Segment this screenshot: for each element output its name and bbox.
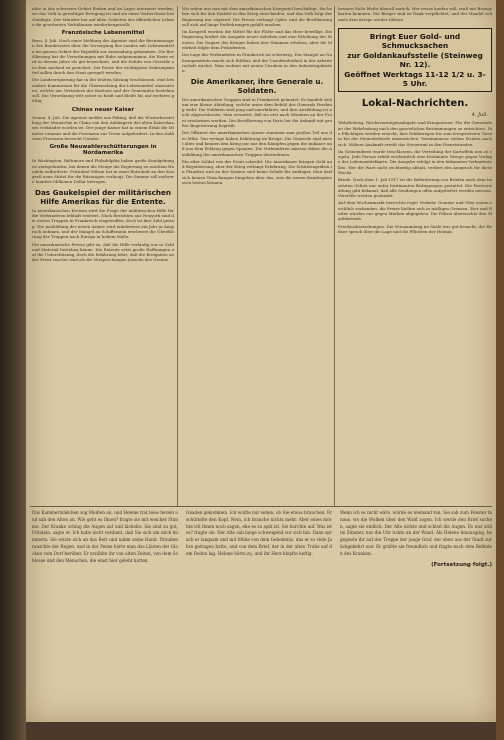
- article-text: Die Landesregierung hat in der letzten Sitzung beschlossen, eine besondere Kommission für die Überwachung der Lebensmittel einzusetzen, welche aus Vertretern der Kantone und der Gemeinden bestehen soll. Die Verordnung tritt sofort in Kraft und bleibt bis auf weiteres gültig.: [32, 77, 174, 104]
- column-2: [182, 6, 332, 187]
- article-text: Wir sehen uns nun mit dem amerikanischen Kriegsziel beschäftigt. Sie haben sich für den Eintritt in den Krieg entschieden, und das Volk folgt der Regierung nur zögernd. Die Presse verlangt Opfer, und die Bevölkerung soll sich auf lange Entbehrungen gefaßt machen.: [182, 6, 332, 27]
- article-text: Auf dem Wochenmarkt herrschte reger Verkehr. Gemüse und Obst waren reichlich vorhanden, die Preise hielten sich in mäßigen Grenzen. Eier und Butter wurden nur gegen Marken abgegeben. Die Polizei überwachte den Marktbetrieb.: [338, 200, 492, 222]
- serial-story-text: Gnaden gekommen. Ich wollte nur sehen, ob Sie etwas brauchen. Er schüttelte den Kopf. Nein, ich brauche nichts mehr. Aber eines möchte ich Ihnen noch sagen, ehe es zu spät ist. Sie horchte auf. Was ist es? fragte sie. Der Alte sah lange schweigend vor sich hin. Dann sprach er langsam und mit Mühe von dem Geheimnis, das er so viele Jahre getragen hatte, und von dem Brief, der in der alten Truhe auf dem Boden lag. Helene hörte zu, und ihr Herz klopfte heftig.: [186, 510, 332, 556]
- section-date: 4. Juli.: [471, 112, 488, 119]
- column-rule: [177, 6, 178, 506]
- page-edge: [496, 0, 504, 740]
- feuilleton-column-2: [186, 510, 332, 560]
- article-text: Die amerikanischen Truppen sind in Frankreich gelandet. Es handelt sich um eine kleine Abteilung, welche unter dem Befehl des Generals Pershing steht. Die Soldaten sind jung und unerfahren, und ihre Ausbildung ist nicht abgeschlossen. Man erwartet, daß sie erst nach Monaten an der Front erscheinen werden. Die Bevölkerung von Paris hat die Ankunft mit großer Begeisterung begrüßt.: [182, 96, 332, 129]
- section-title: Lokal-Nachrichten.: [361, 98, 469, 110]
- article-heading: Chinas neuer Kaiser: [71, 106, 135, 113]
- serial-story-text: Das Kammermädchen zog Meißen an, und Helene trat leise herein und sah den Alten an. Wie geht es Ihnen? fragte sie mit weicher Stimme. Der Kranke schlug die Augen auf und lächelte. Sie sind zu gut, Fräulein, sagte er. Ich habe nicht verdient, daß Sie sich um mich kümmern. Sie setzte sich an das Bett und nahm seine Hand. Draußen rauschte der Regen, und in der Ferne hörte man das Läuten der Glocken vom Dorf herüber. Er erzählte ihr von alten Zeiten, von dem Schlosse und den Menschen, die einst hier gelebt hatten.: [32, 510, 178, 563]
- article-text: Ein alter Soldat von der Front schreibt: Die Amerikaner bringen Geld und Begeisterung, aber der Krieg verlangt Erfahrung. Die Schützengräben in Flandern und an der Somme sind keine Schule für Anfänger. Man darf sich keinen Täuschungen hingeben über das, was die neuen Bundesgenossen leisten können.: [182, 158, 333, 186]
- article-heading: Das Gaukelspiel der militärischen Hilfe Amerikas für die Entente.: [34, 187, 171, 206]
- ad-line: Geöffnet Werktags 11-12 1/2 u. 3-5 Uhr.: [344, 69, 486, 88]
- ad-line: zur Goldankaufsstelle (Steinweg Nr. 12).: [347, 50, 483, 70]
- book-binding: [0, 0, 26, 740]
- column-1: [32, 6, 174, 265]
- column-rule: [334, 6, 335, 506]
- article-text: Genua, 4. Juli. Die Agentur meldet aus Peking, daß die Wiederherstellung der Monarchie in China von den Anhängern des alten Kaiserhauses verkündet worden ist. Der junge Kaiser hat in einem Erlaß die Minister ernannt und die Provinzen zur Treue aufgefordert. In den südlichen Provinzen herrscht Unruhe.: [32, 114, 174, 141]
- page-bottom-edge: [26, 722, 496, 740]
- ad-line: Bringt Euer Gold- und Schmucksachen: [369, 31, 461, 51]
- newspaper-page: [26, 0, 496, 722]
- article-text: bessere Sicht bleibt überall zurück. Wer etwas kaufen will, muß mit Bezugskarten kommen. Die Bürger sind zu Dank verpflichtet, und der Handel soll nach dem Kriege wieder blühen.: [338, 6, 492, 22]
- article-heading: Große Neuwahlerschütterungen in Nordamerika: [49, 144, 157, 157]
- feuilleton-divider: [30, 506, 492, 507]
- article-text: Friedensbestrebungen. Die Versammlung im Saale war gut besucht; der Redner sprach über die Lage und die Pflichten der Heimat.: [338, 223, 492, 234]
- continuation-note: (Fortsetzung folgt.): [431, 561, 492, 568]
- column-3: [338, 6, 492, 236]
- article-text: Im Gemeinderat wurde beschlossen, die Verteilung der Kartoffeln neu zu regeln. Jede Person erhält wöchentlich eine bestimmte Menge gegen Vorlage der Lebensmittelkarte. Die Ausgabe erfolgt in den bekannten Verkaufsstellen. Wer die Ware nicht rechtzeitig abholt, verliert den Anspruch für diese Woche.: [338, 148, 492, 175]
- article-heading: Französische Lebensmittel: [61, 30, 145, 37]
- gold-collection-advertisement: [338, 28, 492, 92]
- article-heading: Die Amerikaner, ihre Generale u. Soldaten.: [190, 76, 324, 95]
- article-text: In amerikanischen Kreisen wird die Frage der militärischen Hilfe für die Verbündeten lebhaft erörtert. Nach Berichten aus Neuyork sind die ersten Truppen in Frankreich eingetroffen, doch ist ihre Zahl gering. Die Ausbildung der neuen Armee wird mindestens ein Jahr in Anspruch nehmen, und der Mangel an Schiffsraum erschwert die Überführung der Truppen nach Europa in hohem Maße.: [32, 207, 174, 240]
- article-text: ußte in das schweizer Gebiet fliehen und im Lager interniert werden, wo das Volk in gewaltiger Erregung ist und sie eines Verbrechens beschuldigte. Der Minister hat auf allen Gebieten des öffentlichen Lebens die geordneten Verhältnisse wiederhergestellt.: [32, 6, 174, 27]
- article-text: In Washington, Baltimore und Philadelphia haben große Kundgebungen stattgefunden, bei denen die Menge die Regierung zu raschem Handeln aufforderte. Präsident Wilson hat in einer Botschaft an den Kongreß neue Mittel für die Rüstungen verlangt. Die Summe soll mehrere hundert Millionen Dollar betragen.: [32, 158, 174, 185]
- article-text: Wehrbeitrag, Reichsvermögensabgabe und Kriegssteuer. Für die Gemeinde ist der Wehrbeitrag nach den gesetzlichen Bestimmungen zu entrichten. Die Pflichtigen werden ersucht, ihre Erklärungen bis zum festgesetzten Termin bei der Steuerbehörde einzureichen. Versäumnisse ziehen Strafen nach sich. Nähere Auskunft erteilt das Steueramt in den Dienststunden.: [338, 120, 492, 147]
- serial-story-text: Wenn ich es nicht wäre, würde es niemand tun. Sie sah zum Fenster hinaus, wo die Wolken über den Wald zogen. Ich werde den Brief suchen, sagte sie endlich. Der Alte nickte und schloß die Augen. Es war still im Zimmer, nur die Uhr tickte an der Wand. Als Helene hinausging, begegnete ihr auf der Treppe der junge Graf, der eben aus der Stadt zurückgekehrt war. Er grüßte sie freundlich und fragte nach dem Befinden des Kranken.: [340, 510, 492, 556]
- article-text: Briefe. Nach dem 1. Juli 1917 ist die Beförderung von Briefen nach dem besetzten Gebiet nur unter bestimmten Bedingungen gestattet. Die Postverwaltung gibt bekannt, daß alle Sendungen offen aufgeliefert werden müssen. Verstöße werden geahndet.: [338, 177, 492, 199]
- article-text: Die amerikanische Presse gibt zu, daß die Hilfe vorläufig nur in Geld und Material bestehen könne. Die Entente setzt große Hoffnungen auf die Unterstützung, doch die Erfahrung lehrt, daß die Ereignisse an der Front rascher sind als die Versprechungen jenseits des Ozeans.: [32, 241, 174, 263]
- article-text: Im Kongreß wurden die Mittel für die Flotte und das Heer bewilligt. Die Regierung fordert die Ausgabe neuer Anleihen und eine Erhöhung der Steuern. Die Gegner des Krieges haben ihre Stimmen erhoben, aber die Mehrheit folgte dem Präsidenten.: [182, 29, 332, 51]
- feuilleton-column-3: [340, 510, 492, 568]
- article-text: Die Lage der Verbündeten in Frankreich ist schwierig. Der Mangel an Nahrungsmitteln macht sich fühlbar, und die Unzufriedenheit in der Arbeiterschaft wächst. Man rechnet mit neuen Unruhen in den Industriegebieten.: [182, 52, 332, 74]
- article-text: Bern, 4. Juli. Nach einer Meldung der Agentur sind die Bestimmungen des Bundesrates über die Versorgung des Landes mit Lebensmitteln im ganzen Gebiet der Republik zur Anwendung gekommen. Die Bevölkerung hat die Verordnungen mit Ruhe aufgenommen, die Ernte wird in diesem Jahre als gut bezeichnet, und die Zufuhr von Getreide aus dem Ausland ist gesichert. Die Preise der wichtigsten Nahrungsmittel sollen durch den Staat geregelt werden.: [32, 38, 174, 75]
- article-text: Die Offiziere der amerikanischen Armee stammen zum großen Teil aus der Miliz. Nur wenige haben Erfahrung im Kriege. Die Generale sind meist älter und kennen den Krieg nur aus den Kämpfen gegen die Indianer und aus dem Feldzug gegen Spanien. Die Verbündeten müssen daher die Ausbildung der amerikanischen Truppen übernehmen.: [182, 130, 332, 157]
- feuilleton-column-1: [32, 510, 178, 566]
